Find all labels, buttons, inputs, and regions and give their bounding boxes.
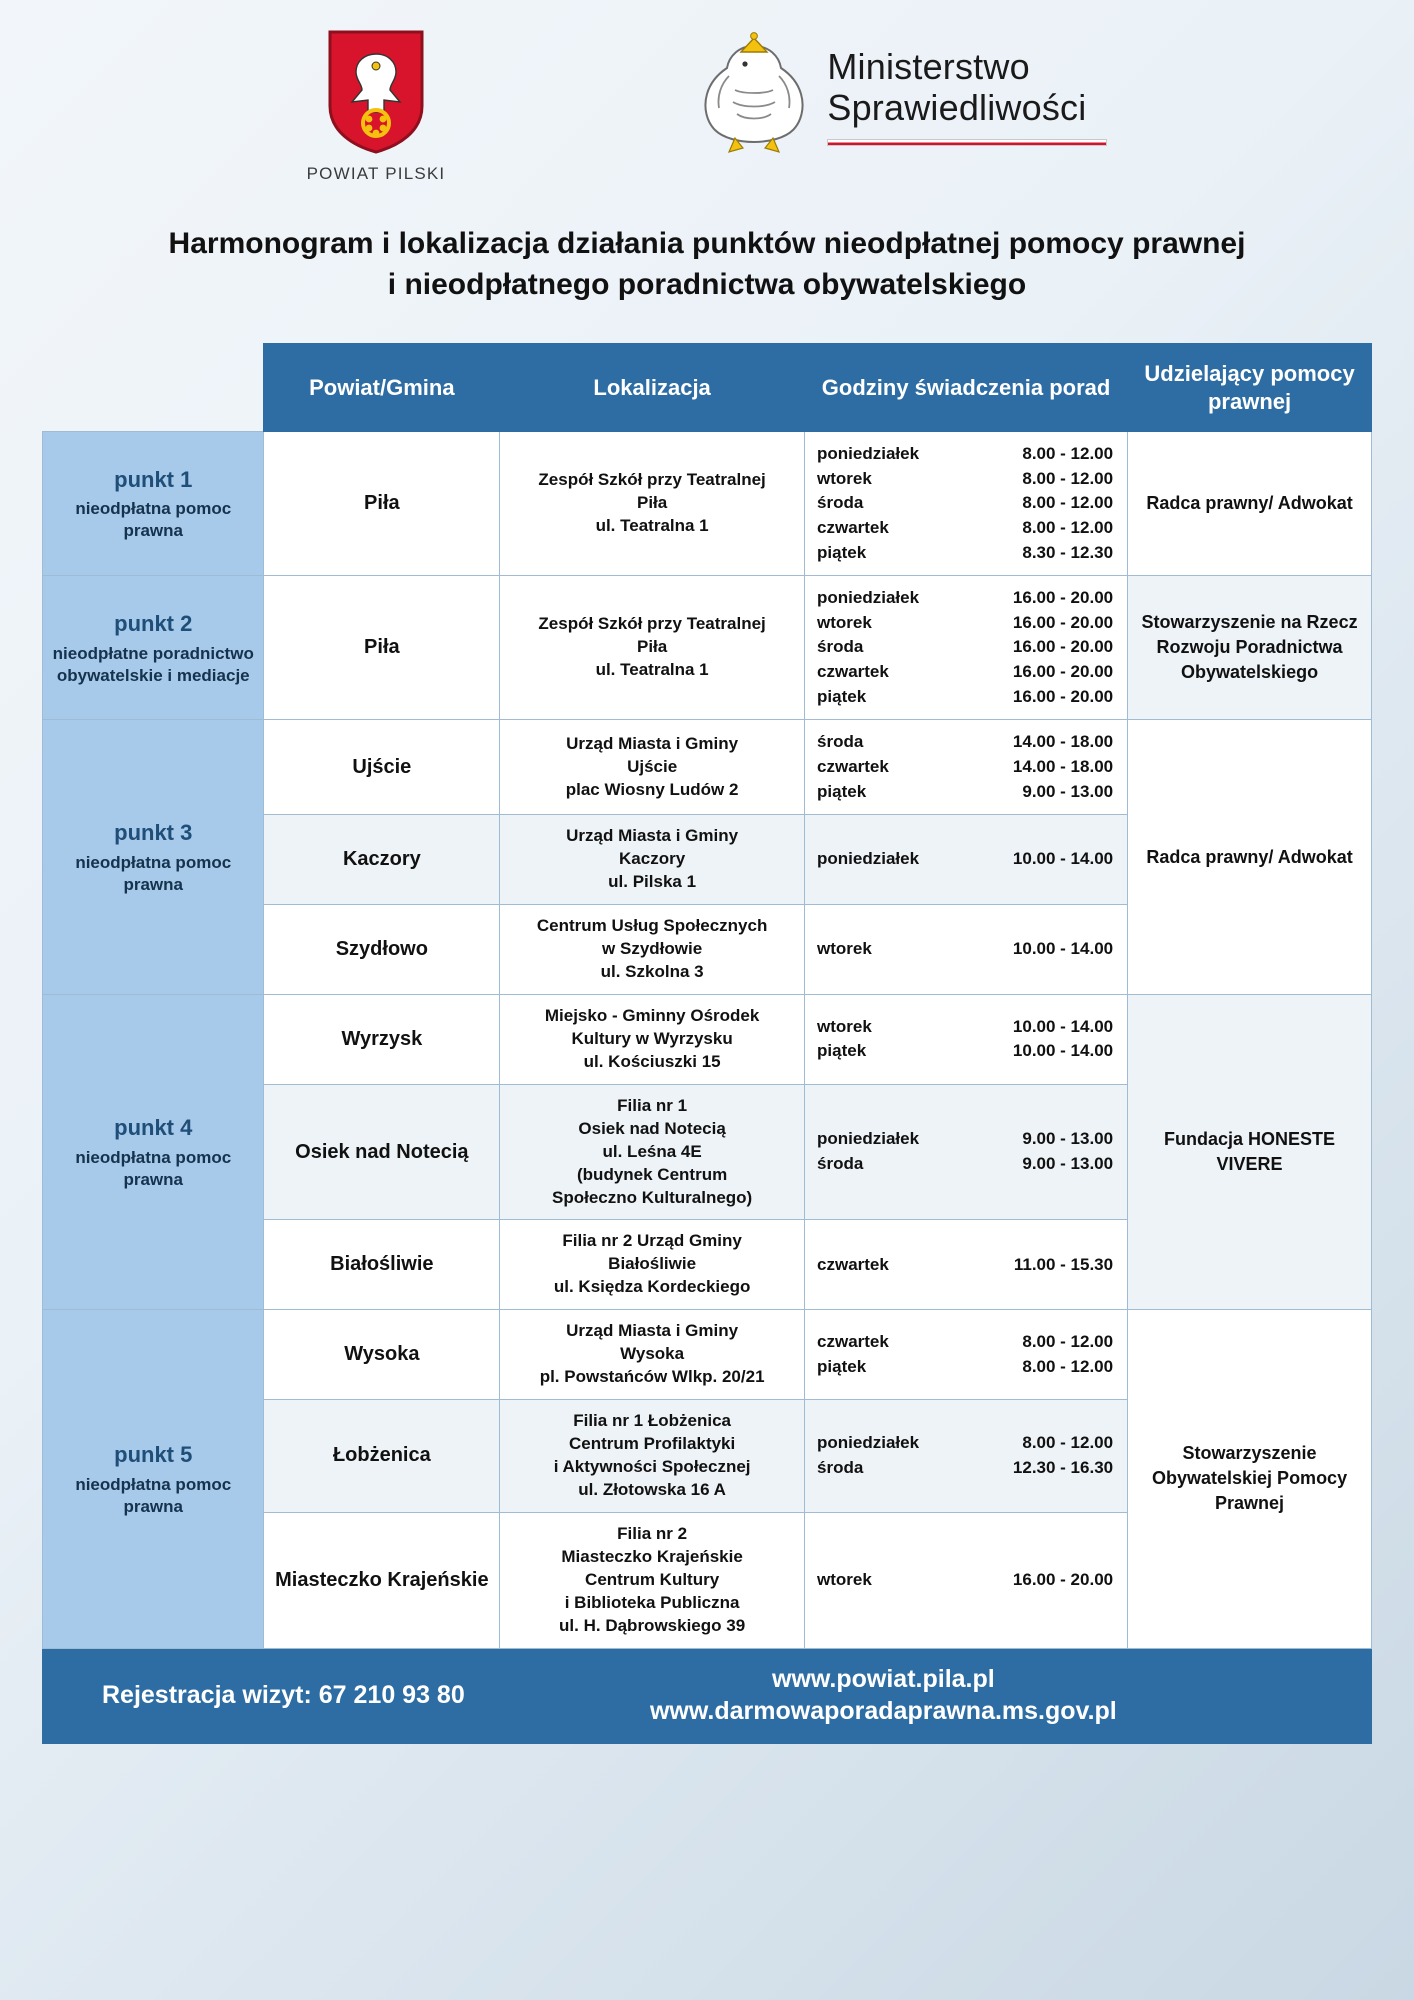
lokalizacja-line: Piła (636, 637, 668, 657)
ministry-line-2: Sprawiedliwości (827, 87, 1087, 129)
ministry-wordmark (827, 28, 1107, 146)
table-row (43, 720, 1372, 815)
point-subtitle: nieodpłatne poradnictwo obywatelskie i mediacje (52, 643, 254, 685)
hours-cell (805, 720, 1128, 815)
gmina-cell: Białośliwie (264, 1220, 500, 1310)
table-header-row (43, 344, 1372, 432)
lokalizacja-line: ul. Księdza Kordeckiego (553, 1277, 751, 1297)
point-subtitle: nieodpłatna pomoc prawna (75, 1474, 232, 1516)
lokalizacja-line: w Szydłowie (602, 939, 703, 959)
polish-eagle-icon (695, 28, 813, 156)
hours-line (817, 541, 1113, 566)
hours-line (817, 491, 1113, 516)
hours-line (817, 847, 1113, 872)
lokalizacja-line: ul. Kościuszki 15 (583, 1051, 721, 1071)
lokalizacja-cell (500, 1310, 805, 1400)
footer-bar (42, 1649, 1372, 1744)
point-subtitle: nieodpłatna pomoc prawna (75, 852, 232, 895)
header-spacer (43, 344, 264, 432)
lokalizacja-cell (500, 1084, 805, 1220)
hours-time: 14.00 - 18.00 (1012, 757, 1114, 777)
lokalizacja-line: plac Wiosny Ludów 2 (565, 779, 739, 799)
hours-day: wtorek (817, 468, 872, 488)
gmina-cell: Miasteczko Krajeńskie (264, 1512, 500, 1648)
hours-time: 11.00 - 15.30 (1013, 1254, 1114, 1274)
hours-line (817, 1431, 1113, 1456)
gmina-cell: Wyrzysk (264, 994, 500, 1084)
provider-cell: Fundacja HONESTE VIVERE (1128, 994, 1372, 1309)
gmina-cell: Piła (264, 576, 500, 720)
point-cell-5 (43, 1310, 264, 1648)
lokalizacja-line: (budynek Centrum (577, 1164, 728, 1184)
hours-time: 16.00 - 20.00 (1012, 637, 1114, 657)
hours-line (817, 685, 1113, 710)
hours-cell (805, 1400, 1128, 1513)
hours-time: 16.00 - 20.00 (1012, 588, 1114, 608)
hours-day: wtorek (817, 1016, 872, 1036)
lokalizacja-line: Miejsko - Gminny Ośrodek (544, 1005, 760, 1025)
hours-day: piątek (817, 1041, 867, 1061)
point-subtitle: nieodpłatna pomoc prawna (75, 499, 232, 541)
lokalizacja-line: Wysoka (620, 1344, 685, 1364)
header-lokalizacja: Lokalizacja (500, 344, 805, 432)
point-title: punkt 4 (114, 1115, 193, 1141)
hours-day: czwartek (817, 517, 889, 537)
gmina-cell: Szydłowo (264, 905, 500, 995)
lokalizacja-line: Osiek nad Notecią (578, 1118, 726, 1138)
hours-day: poniedziałek (817, 444, 920, 463)
hours-line (817, 1152, 1113, 1177)
hours-cell (805, 1512, 1128, 1648)
powiat-pilski-logo (307, 28, 446, 184)
lokalizacja-cell (500, 576, 805, 720)
hours-line (817, 1355, 1113, 1380)
hours-day: poniedziałek (817, 588, 920, 608)
ministry-logo (695, 28, 1107, 156)
header-udzielajacy: Udzielający pomocy prawnej (1128, 344, 1372, 432)
lokalizacja-cell (500, 994, 805, 1084)
point-subtitle: nieodpłatna pomoc prawna (75, 1147, 232, 1189)
hours-day: poniedziałek (817, 1129, 920, 1149)
lokalizacja-line: Centrum Usług Społecznych (536, 916, 768, 936)
lokalizacja-cell (500, 720, 805, 815)
lokalizacja-line: Białośliwie (608, 1254, 697, 1274)
provider-cell: Radca prawny/ Adwokat (1128, 720, 1372, 995)
hours-time: 16.00 - 20.00 (1012, 686, 1114, 706)
hours-line (817, 1015, 1113, 1040)
hours-time: 8.00 - 12.00 (1022, 1356, 1114, 1376)
lokalizacja-line: pl. Powstańców Wlkp. 20/21 (539, 1367, 765, 1387)
schedule-table (42, 343, 1372, 1649)
hours-line (817, 442, 1113, 467)
lokalizacja-line: Centrum Kultury (585, 1569, 720, 1589)
hours-line (817, 586, 1113, 611)
ministry-line-1: Ministerstwo (827, 46, 1030, 87)
lokalizacja-line: Kaczory (619, 849, 686, 869)
hours-time: 14.00 - 18.00 (1012, 732, 1114, 752)
hours-cell (805, 905, 1128, 995)
hours-line (817, 937, 1113, 962)
lokalizacja-cell (500, 905, 805, 995)
table-row (43, 576, 1372, 720)
hours-time: 8.00 - 12.00 (1022, 493, 1114, 513)
hours-day: poniedziałek (817, 1433, 920, 1453)
schedule-table-body (43, 432, 1372, 1649)
lokalizacja-cell (500, 1512, 805, 1648)
hours-cell (805, 432, 1128, 576)
lokalizacja-line: ul. Teatralna 1 (595, 660, 709, 680)
lokalizacja-line: Centrum Profilaktyki (568, 1434, 736, 1454)
hours-time: 16.00 - 20.00 (1012, 662, 1114, 682)
lokalizacja-line: i Aktywności Społecznej (553, 1456, 751, 1476)
hours-line (817, 1330, 1113, 1355)
lokalizacja-line: Filia nr 1 (617, 1095, 688, 1115)
hours-line (817, 1456, 1113, 1481)
hours-day: środa (817, 1154, 864, 1174)
lokalizacja-cell (500, 1220, 805, 1310)
hours-day: piątek (817, 781, 867, 801)
hours-time: 10.00 - 14.00 (1012, 1016, 1114, 1036)
point-title: punkt 2 (114, 610, 193, 636)
hours-time: 8.00 - 12.00 (1022, 517, 1114, 537)
gmina-cell: Ujście (264, 720, 500, 815)
hours-time: 9.00 - 13.00 (1022, 1154, 1114, 1174)
coat-of-arms-icon (324, 28, 428, 156)
logo-header (0, 0, 1414, 184)
hours-cell (805, 1220, 1128, 1310)
hours-day: czwartek (817, 757, 889, 777)
hours-day: czwartek (817, 662, 889, 682)
gmina-cell: Kaczory (264, 815, 500, 905)
point-title: punkt 5 (114, 1441, 193, 1467)
hours-line (817, 1127, 1113, 1152)
hours-day: środa (817, 637, 864, 657)
link-powiat[interactable]: www.powiat.pila.pl (772, 1664, 995, 1693)
lokalizacja-line: Zespół Szkół przy Teatralnej (538, 470, 766, 490)
hours-day: poniedziałek (817, 849, 920, 869)
registration-phone: Rejestracja wizyt: 67 210 93 80 (102, 1680, 465, 1709)
point-title: punkt 3 (114, 820, 193, 846)
lokalizacja-line: Filia nr 2 Urząd Gminy (562, 1231, 742, 1251)
hours-line (817, 755, 1113, 780)
hours-day: wtorek (817, 939, 872, 959)
hours-cell (805, 1084, 1128, 1220)
hours-day: środa (817, 1457, 864, 1477)
hours-time: 9.00 - 13.00 (1022, 1129, 1114, 1149)
hours-time: 16.00 - 20.00 (1012, 612, 1114, 632)
lokalizacja-cell (500, 432, 805, 576)
lokalizacja-line: i Biblioteka Publiczna (564, 1592, 740, 1612)
lokalizacja-line: Urząd Miasta i Gminy (566, 1321, 739, 1341)
point-cell-2 (43, 576, 264, 720)
lokalizacja-cell (500, 1400, 805, 1513)
hours-time: 8.30 - 12.30 (1022, 542, 1114, 562)
lokalizacja-line: ul. Leśna 4E (602, 1141, 702, 1161)
hours-line (817, 780, 1113, 805)
lokalizacja-line: Urząd Miasta i Gminy (566, 733, 739, 753)
lokalizacja-line: ul. Szkolna 3 (600, 962, 704, 982)
provider-cell: Stowarzyszenie Obywatelskiej Pomocy Prawnej (1128, 1310, 1372, 1648)
hours-line (817, 660, 1113, 685)
hours-time: 9.00 - 13.00 (1022, 781, 1114, 801)
lokalizacja-line: Filia nr 1 Łobżenica (573, 1411, 731, 1431)
hours-day: czwartek (817, 1254, 889, 1274)
hours-time: 10.00 - 14.00 (1012, 939, 1114, 959)
lokalizacja-line: ul. H. Dąbrowskiego 39 (559, 1615, 746, 1635)
table-row (43, 432, 1372, 576)
lokalizacja-line: Urząd Miasta i Gminy (566, 826, 739, 846)
lokalizacja-line: Ujście (627, 756, 678, 776)
link-ms-gov[interactable]: www.darmowaporadaprawna.ms.gov.pl (649, 1697, 1117, 1726)
lokalizacja-line: Społeczno Kulturalnego) (551, 1187, 753, 1207)
footer-links (465, 1663, 1342, 1728)
hours-time: 8.00 - 12.00 (1022, 1433, 1114, 1453)
hours-day: środa (817, 493, 864, 513)
lokalizacja-line: Zespół Szkół przy Teatralnej (538, 614, 766, 634)
hours-day: piątek (817, 542, 867, 562)
hours-day: piątek (817, 1356, 867, 1376)
hours-cell (805, 576, 1128, 720)
hours-cell (805, 1310, 1128, 1400)
hours-time: 16.00 - 20.00 (1012, 1569, 1114, 1589)
hours-cell (805, 994, 1128, 1084)
page-title (62, 224, 1352, 305)
table-row (43, 994, 1372, 1084)
provider-cell: Stowarzyszenie na Rzecz Rozwoju Poradnictwa Obywatelskiego (1128, 576, 1372, 720)
page-title-line-2: i nieodpłatnego poradnictwa obywatelskiego (387, 267, 1027, 301)
point-cell-4 (43, 994, 264, 1309)
hours-line (817, 1039, 1113, 1064)
gmina-cell: Osiek nad Notecią (264, 1084, 500, 1220)
hours-day: wtorek (817, 1569, 872, 1589)
header-gmina: Powiat/Gmina (264, 344, 500, 432)
hours-line (817, 730, 1113, 755)
hours-time: 8.00 - 12.00 (1022, 468, 1114, 488)
gmina-cell: Wysoka (264, 1310, 500, 1400)
point-cell-1 (43, 432, 264, 576)
hours-line (817, 1253, 1113, 1278)
hours-day: wtorek (817, 612, 872, 632)
lokalizacja-line: Miasteczko Krajeńskie (561, 1546, 743, 1566)
hours-time: 8.00 - 12.00 (1022, 1332, 1114, 1352)
hours-cell (805, 815, 1128, 905)
hours-time: 8.00 - 12.00 (1022, 444, 1114, 463)
hours-day: czwartek (817, 1332, 889, 1352)
lokalizacja-line: Filia nr 2 (617, 1523, 688, 1543)
hours-time: 10.00 - 14.00 (1012, 849, 1114, 869)
flag-rule (827, 139, 1107, 146)
page-title-line-1: Harmonogram i lokalizacja działania punktów nieodpłatnej pomocy prawnej (168, 227, 1246, 260)
lokalizacja-line: Kultury w Wyrzysku (571, 1028, 733, 1048)
header-godziny: Godziny świadczenia porad (805, 344, 1128, 432)
lokalizacja-line: Piła (636, 493, 668, 513)
lokalizacja-line: ul. Pilska 1 (608, 872, 697, 892)
hours-line (817, 611, 1113, 636)
hours-line (817, 516, 1113, 541)
hours-line (817, 467, 1113, 492)
provider-cell: Radca prawny/ Adwokat (1128, 432, 1372, 576)
lokalizacja-cell (500, 815, 805, 905)
hours-day: środa (817, 732, 864, 752)
hours-line (817, 635, 1113, 660)
gmina-cell: Łobżenica (264, 1400, 500, 1513)
point-cell-3 (43, 720, 264, 995)
hours-time: 10.00 - 14.00 (1012, 1041, 1114, 1061)
lokalizacja-line: ul. Złotowska 16 A (578, 1479, 726, 1499)
schedule-table-wrapper (42, 343, 1372, 1649)
hours-day: piątek (817, 686, 867, 706)
hours-time: 12.30 - 16.30 (1012, 1457, 1114, 1477)
gmina-cell: Piła (264, 432, 500, 576)
powiat-label: POWIAT PILSKI (306, 164, 446, 183)
hours-line (817, 1568, 1113, 1593)
table-row (43, 1310, 1372, 1400)
point-title: punkt 1 (114, 466, 193, 492)
lokalizacja-line: ul. Teatralna 1 (595, 516, 709, 536)
